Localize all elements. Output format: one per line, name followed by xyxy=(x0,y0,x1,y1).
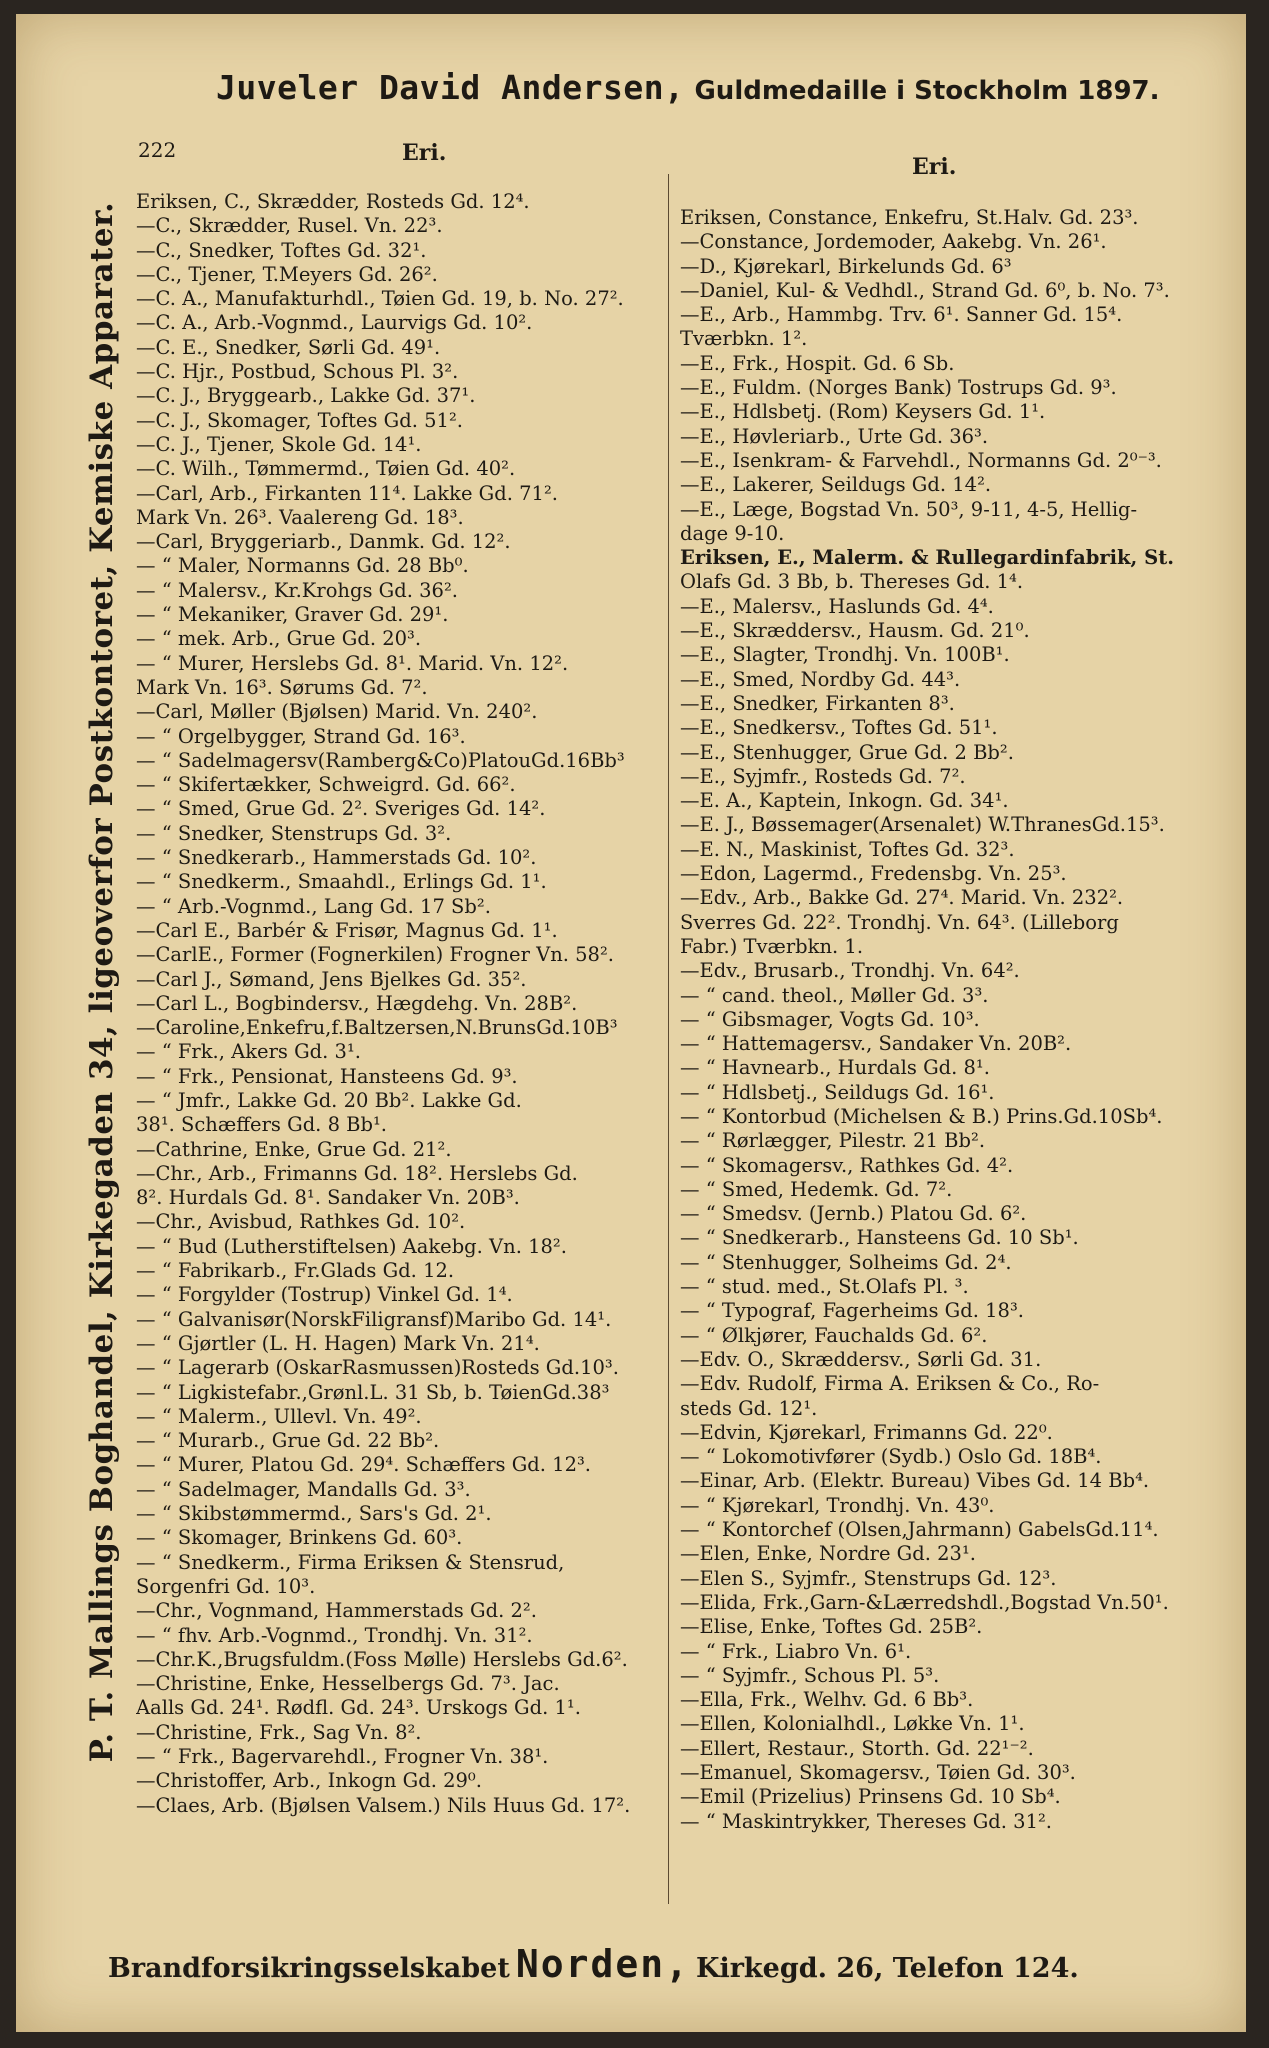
directory-entry-line: — “ Sadelmagersv(Ramberg&Co)PlatouGd.16Bb³ xyxy=(136,748,625,772)
directory-entry-line: — “ Maler, Normanns Gd. 28 Bb⁰. xyxy=(136,554,469,578)
side-advertisement: P. T. Mallings Boghandel, Kirkegaden 34, ligeoverfor Postkontoret, Kemiske Apparater. xyxy=(84,201,120,1763)
bottom-ad-after: Kirkegd. 26, Telefon 124. xyxy=(695,1953,1079,1984)
directory-entry-line: —E. J., Bøssemager(Arsenalet) W.ThranesGd.15³. xyxy=(680,813,1165,837)
directory-page xyxy=(16,14,1246,2032)
bottom-ad-name: Norden, xyxy=(515,1942,690,1986)
directory-entry-line: —Chr., Avisbud, Rathkes Gd. 10². xyxy=(136,1210,466,1234)
directory-entry-line: — “ Gibsmager, Vogts Gd. 10³. xyxy=(680,1007,980,1031)
directory-entry-line: —Constance, Jordemoder, Aakebg. Vn. 26¹. xyxy=(680,230,1107,254)
directory-entry-line: — “ Kontorchef (Olsen,Jahrmann) GabelsGd.11⁴. xyxy=(680,1518,1159,1542)
directory-entry-line: —Chr.K.,Brugsfuldm.(Foss Mølle) Herslebs Gd.6². xyxy=(136,1647,628,1671)
directory-entry-line: — “ Maskintrykker, Thereses Gd. 31². xyxy=(680,1809,1053,1833)
directory-entry-line: —Ella, Frk., Welhv. Gd. 6 Bb³. xyxy=(680,1688,974,1712)
directory-entry-line: —Edv. O., Skræddersv., Sørli Gd. 31. xyxy=(680,1347,1042,1371)
directory-entry-line: — “ Typograf, Fagerheims Gd. 18³. xyxy=(680,1299,1024,1323)
directory-entry-line: — “ Skifertækker, Schweigrd. Gd. 66². xyxy=(136,773,516,797)
directory-entry-line: —Christine, Enke, Hesselbergs Gd. 7³. Jac. xyxy=(136,1672,560,1696)
directory-entry-line: —C. Hjr., Postbud, Schous Pl. 3². xyxy=(136,360,459,384)
directory-entry-line: — “ Frk., Pensionat, Hansteens Gd. 9³. xyxy=(136,1064,518,1088)
directory-entry-line: —Chr., Arb., Frimanns Gd. 18². Herslebs Gd. xyxy=(136,1161,578,1185)
directory-entry-line: — “ Galvanisør(NorskFiligransf)Maribo Gd. 14¹. xyxy=(136,1307,612,1331)
directory-entry-line: 8². Hurdals Gd. 8¹. Sandaker Vn. 20B³. xyxy=(136,1186,520,1210)
directory-entry-line: — “ Murer, Platou Gd. 29⁴. Schæffers Gd. 12³. xyxy=(136,1453,592,1477)
directory-entry-line: Eriksen, C., Skrædder, Rosteds Gd. 12⁴. xyxy=(136,190,530,213)
directory-entry-line: —C. J., Tjener, Skole Gd. 14¹. xyxy=(136,432,422,456)
directory-entry-line: —Ellert, Restaur., Storth. Gd. 22¹⁻². xyxy=(680,1736,1034,1760)
directory-entry-line: —Edv., Brusarb., Trondhj. Vn. 64². xyxy=(680,959,1020,983)
directory-entry-line: —Elen, Enke, Nordre Gd. 23¹. xyxy=(680,1542,976,1566)
directory-entry-line: —Edvin, Kjørekarl, Frimanns Gd. 22⁰. xyxy=(680,1420,1053,1444)
directory-entry-line: —CarlE., Former (Fognerkilen) Frogner Vn. 58². xyxy=(136,943,614,967)
directory-entry-line: —E., Frk., Hospit. Gd. 6 Sb. xyxy=(680,351,955,375)
left-column-heading: Eri. xyxy=(402,140,447,166)
directory-entry-line: dage 9-10. xyxy=(680,521,785,545)
directory-entry-line: —Carl J., Sømand, Jens Bjelkes Gd. 35². xyxy=(136,967,527,991)
directory-entry-line: steds Gd. 12¹. xyxy=(680,1396,818,1420)
directory-entry-line: — “ Stenhugger, Solheims Gd. 2⁴. xyxy=(680,1250,1012,1274)
directory-entry-line: — “ Murarb., Grue Gd. 22 Bb². xyxy=(136,1429,440,1453)
directory-entry-line: — “ Rørlægger, Pilestr. 21 Bb². xyxy=(680,1129,986,1153)
directory-entry-line: —E., Lakerer, Seildugs Gd. 14². xyxy=(680,473,992,497)
directory-entry-line: — “ Smed, Hedemk. Gd. 7². xyxy=(680,1177,953,1201)
directory-entry-line: —Chr., Vognmand, Hammerstads Gd. 2². xyxy=(136,1599,537,1623)
directory-entry-line: — “ Snedker, Stenstrups Gd. 3². xyxy=(136,821,452,845)
directory-entry-line: —Christoffer, Arb., Inkogn Gd. 29⁰. xyxy=(136,1769,482,1793)
directory-entry-line: — “ Kontorbud (Michelsen & B.) Prins.Gd.10Sb⁴. xyxy=(680,1104,1163,1128)
directory-entry-line: — “ Smed, Grue Gd. 2². Sveriges Gd. 14². xyxy=(136,797,546,821)
directory-entry-line: —E., Arb., Hammbg. Trv. 6¹. Sanner Gd. 15⁴. xyxy=(680,303,1123,327)
directory-entry-line: Olafs Gd. 3 Bb, b. Thereses Gd. 1⁴. xyxy=(680,570,1024,594)
directory-entry-line: — “ fhv. Arb.-Vognmd., Trondhj. Vn. 31². xyxy=(136,1623,533,1647)
directory-entry-line: —Cathrine, Enke, Grue Gd. 21². xyxy=(136,1137,452,1161)
directory-entry-line: — “ Hattemagersv., Sandaker Vn. 20B². xyxy=(680,1032,1072,1056)
directory-entry-line: — “ Smedsv. (Jernb.) Platou Gd. 6². xyxy=(680,1202,1027,1226)
top-advertisement xyxy=(216,68,1160,107)
directory-entry-line: Eriksen, Constance, Enkefru, St.Halv. Gd. 23³. xyxy=(680,206,1139,229)
directory-entry-line: — “ Bud (Lutherstiftelsen) Aakebg. Vn. 18². xyxy=(136,1234,567,1258)
directory-entry-line: —E., Høvleriarb., Urte Gd. 36³. xyxy=(680,424,989,448)
bottom-advertisement xyxy=(108,1942,1079,1986)
directory-entry-line: —C., Tjener, T.Meyers Gd. 26². xyxy=(136,262,438,286)
top-ad-main: Juveler David Andersen, xyxy=(216,68,685,107)
directory-entry-line: —E., Syjmfr., Rosteds Gd. 7². xyxy=(680,764,966,788)
directory-entry-line: —E. A., Kaptein, Inkogn. Gd. 34¹. xyxy=(680,789,1009,813)
directory-entry-line: — “ Sadelmager, Mandalls Gd. 3³. xyxy=(136,1477,471,1501)
directory-entry-line: — “ Lagerarb (OskarRasmussen)Rosteds Gd.10³. xyxy=(136,1356,619,1380)
right-column-heading: Eri. xyxy=(912,154,957,180)
directory-entry-line: — “ Skomager, Brinkens Gd. 60³. xyxy=(136,1526,463,1550)
directory-entry-line: Aalls Gd. 24¹. Rødfl. Gd. 24³. Urskogs Gd. 1¹. xyxy=(136,1696,581,1720)
directory-entry-line: — “ Syjmfr., Schous Pl. 5³. xyxy=(680,1663,940,1687)
directory-entry-line: —D., Kjørekarl, Birkelunds Gd. 6³ xyxy=(680,254,1012,278)
directory-entry-line: —Emanuel, Skomagersv., Tøien Gd. 30³. xyxy=(680,1761,1076,1784)
directory-entry-line: —E., Stenhugger, Grue Gd. 2 Bb². xyxy=(680,740,1014,764)
directory-entry-line: —E., Smed, Nordby Gd. 44³. xyxy=(680,667,961,691)
directory-entry-line: —Elise, Enke, Toftes Gd. 25B². xyxy=(680,1615,983,1639)
directory-entry-line: Sorgenfri Gd. 10³. xyxy=(136,1574,316,1598)
directory-entry-line: —Elida, Frk.,Garn-&Lærredshdl.,Bogstad Vn.50¹. xyxy=(680,1590,1169,1614)
directory-entry-line: — “ Skomagersv., Rathkes Gd. 4². xyxy=(680,1153,1014,1177)
directory-entry-line: —Carl L., Bogbindersv., Hægdehg. Vn. 28B². xyxy=(136,991,578,1015)
directory-entry-line: —E., Snedker, Firkanten 8³. xyxy=(680,691,955,715)
directory-entry-line: — “ Lokomotivfører (Sydb.) Oslo Gd. 18B⁴. xyxy=(680,1445,1102,1469)
directory-entry-line: — “ Snedkerarb., Hammerstads Gd. 10². xyxy=(136,846,537,870)
directory-entry-line: — “ Forgylder (Tostrup) Vinkel Gd. 1⁴. xyxy=(136,1283,513,1307)
directory-entry-line: — “ Frk., Liabro Vn. 6¹. xyxy=(680,1639,912,1663)
bottom-ad-before: Brandforsikringsselskabet xyxy=(108,1953,510,1984)
directory-entry-line: — “ mek. Arb., Grue Gd. 20³. xyxy=(136,627,422,651)
directory-entry-line: —C. A., Arb.-Vognmd., Laurvigs Gd. 10². xyxy=(136,311,533,335)
directory-entry-line: Mark Vn. 16³. Sørums Gd. 7². xyxy=(136,675,428,699)
directory-entry-line: — “ stud. med., St.Olafs Pl. ³. xyxy=(680,1275,969,1299)
directory-entry-line: Eriksen, E., Malerm. & Rullegardinfabrik, St. xyxy=(680,546,1175,570)
directory-entry-line: — “ Havnearb., Hurdals Gd. 8¹. xyxy=(680,1056,990,1080)
directory-entry-line: —C. J., Skomager, Toftes Gd. 51². xyxy=(136,408,463,432)
directory-entry-line: 38¹. Schæffers Gd. 8 Bb¹. xyxy=(136,1113,388,1137)
directory-entry-line: Fabr.) Tværbkn. 1. xyxy=(680,934,864,958)
directory-entry-line: —Edv., Arb., Bakke Gd. 27⁴. Marid. Vn. 232². xyxy=(680,886,1124,910)
directory-entry-line: —C. J., Bryggearb., Lakke Gd. 37¹. xyxy=(136,384,476,408)
directory-entry-line: —Daniel, Kul- & Vedhdl., Strand Gd. 6⁰, b. No. 7³. xyxy=(680,278,1170,302)
directory-entry-line: — “ Kjørekarl, Trondhj. Vn. 43⁰. xyxy=(680,1493,995,1517)
directory-entry-line: — “ Ligkistefabr.,Grønl.L. 31 Sb, b. TøienGd.38³ xyxy=(136,1380,610,1404)
directory-entry-line: —E., Malersv., Haslunds Gd. 4⁴. xyxy=(680,594,994,618)
directory-entry-line: Tværbkn. 1². xyxy=(680,327,808,351)
column-divider xyxy=(668,174,669,1904)
directory-entry-line: —C. Wilh., Tømmermd., Tøien Gd. 40². xyxy=(136,457,516,481)
directory-entry-line: —E., Fuldm. (Norges Bank) Tostrups Gd. 9³. xyxy=(680,376,1117,400)
directory-entry-line: —Emil (Prizelius) Prinsens Gd. 10 Sb⁴. xyxy=(680,1785,1061,1809)
directory-entry-line: —E., Hdlsbetj. (Rom) Keysers Gd. 1¹. xyxy=(680,400,1046,424)
directory-entry-line: —Carl, Møller (Bjølsen) Marid. Vn. 240². xyxy=(136,700,538,724)
directory-entry-line: — “ Frk., Bagervarehdl., Frogner Vn. 38¹. xyxy=(136,1745,549,1768)
directory-entry-line: —E., Snedkersv., Toftes Gd. 51¹. xyxy=(680,716,998,740)
directory-entry-line: —Edv. Rudolf, Firma A. Eriksen & Co., Ro- xyxy=(680,1372,1100,1396)
directory-entry-line: — “ Frk., Akers Gd. 3¹. xyxy=(136,1040,361,1064)
directory-entry-line: —Carl, Bryggeriarb., Danmk. Gd. 12². xyxy=(136,530,511,554)
right-column-entries xyxy=(680,206,1228,1834)
directory-entry-line: — “ Orgelbygger, Strand Gd. 16³. xyxy=(136,724,466,748)
directory-entry-line: — “ Snedkerm., Firma Eriksen & Stensrud, xyxy=(136,1550,565,1574)
directory-entry-line: — “ Snedkerarb., Hansteens Gd. 10 Sb¹. xyxy=(680,1226,1079,1250)
directory-entry-line: — “ Mekaniker, Graver Gd. 29¹. xyxy=(136,603,449,627)
directory-entry-line: —E., Skræddersv., Hausm. Gd. 21⁰. xyxy=(680,619,1030,643)
directory-entry-line: —E. N., Maskinist, Toftes Gd. 32³. xyxy=(680,837,1015,861)
directory-entry-line: — “ Malerm., Ullevl. Vn. 49². xyxy=(136,1404,422,1428)
directory-entry-line: — “ Jmfr., Lakke Gd. 20 Bb². Lakke Gd. xyxy=(136,1088,522,1112)
directory-entry-line: — “ Skibstømmermd., Sars's Gd. 2¹. xyxy=(136,1502,492,1526)
directory-entry-line: —C., Skrædder, Rusel. Vn. 22³. xyxy=(136,214,443,238)
directory-entry-line: —C., Snedker, Toftes Gd. 32¹. xyxy=(136,238,427,262)
directory-entry-line: Sverres Gd. 22². Trondhj. Vn. 64³. (Lilleborg xyxy=(680,910,1119,934)
directory-entry-line: —Caroline,Enkefru,f.Baltzersen,N.BrunsGd.10B³ xyxy=(136,1016,618,1040)
directory-entry-line: — “ Ølkjører, Fauchalds Gd. 6². xyxy=(680,1323,988,1347)
directory-entry-line: —E., Isenkram- & Farvehdl., Normanns Gd. 2⁰⁻³. xyxy=(680,448,1162,472)
directory-entry-line: —Elen S., Syjmfr., Stenstrups Gd. 12³. xyxy=(680,1566,1057,1590)
directory-entry-line: — “ Arb.-Vognmd., Lang Gd. 17 Sb². xyxy=(136,894,491,918)
directory-entry-line: —Carl E., Barbér & Frisør, Magnus Gd. 1¹. xyxy=(136,918,558,942)
directory-entry-line: —Carl, Arb., Firkanten 11⁴. Lakke Gd. 71². xyxy=(136,481,558,505)
directory-entry-line: — “ Malersv., Kr.Krohgs Gd. 36². xyxy=(136,578,458,602)
directory-entry-line: — “ Hdlsbetj., Seildugs Gd. 16¹. xyxy=(680,1080,995,1104)
directory-entry-line: —Christine, Frk., Sag Vn. 8². xyxy=(136,1720,422,1744)
directory-entry-line: —Edon, Lagermd., Fredensbg. Vn. 25³. xyxy=(680,862,1067,886)
directory-entry-line: —Ellen, Kolonialhdl., Løkke Vn. 1¹. xyxy=(680,1712,1025,1736)
directory-entry-line: —E., Læge, Bogstad Vn. 50³, 9-11, 4-5, Hellig- xyxy=(680,497,1138,521)
directory-entry-line: —C. A., Manufakturhdl., Tøien Gd. 19, b. No. 27². xyxy=(136,287,624,311)
directory-entry-line: — “ Murer, Herslebs Gd. 8¹. Marid. Vn. 12². xyxy=(136,651,569,675)
directory-entry-line: —Einar, Arb. (Elektr. Bureau) Vibes Gd. 14 Bb⁴. xyxy=(680,1469,1150,1493)
directory-entry-line: — “ Snedkerm., Smaahdl., Erlings Gd. 1¹. xyxy=(136,870,547,894)
left-column-entries xyxy=(136,190,656,1818)
directory-entry-line: — “ Fabrikarb., Fr.Glads Gd. 12. xyxy=(136,1259,455,1283)
directory-entry-line: —Claes, Arb. (Bjølsen Valsem.) Nils Huus Gd. 17². xyxy=(136,1793,631,1817)
top-ad-sub: Guldmedaille i Stockholm 1897. xyxy=(694,76,1160,106)
directory-entry-line: — “ Gjørtler (L. H. Hagen) Mark Vn. 21⁴. xyxy=(136,1331,540,1355)
directory-entry-line: —C. E., Snedker, Sørli Gd. 49¹. xyxy=(136,335,441,359)
directory-entry-line: —E., Slagter, Trondhj. Vn. 100B¹. xyxy=(680,643,1010,667)
directory-entry-line: Mark Vn. 26³. Vaalereng Gd. 18³. xyxy=(136,505,464,529)
directory-entry-line: — “ cand. theol., Møller Gd. 3³. xyxy=(680,983,989,1007)
page-number: 222 xyxy=(138,138,177,162)
